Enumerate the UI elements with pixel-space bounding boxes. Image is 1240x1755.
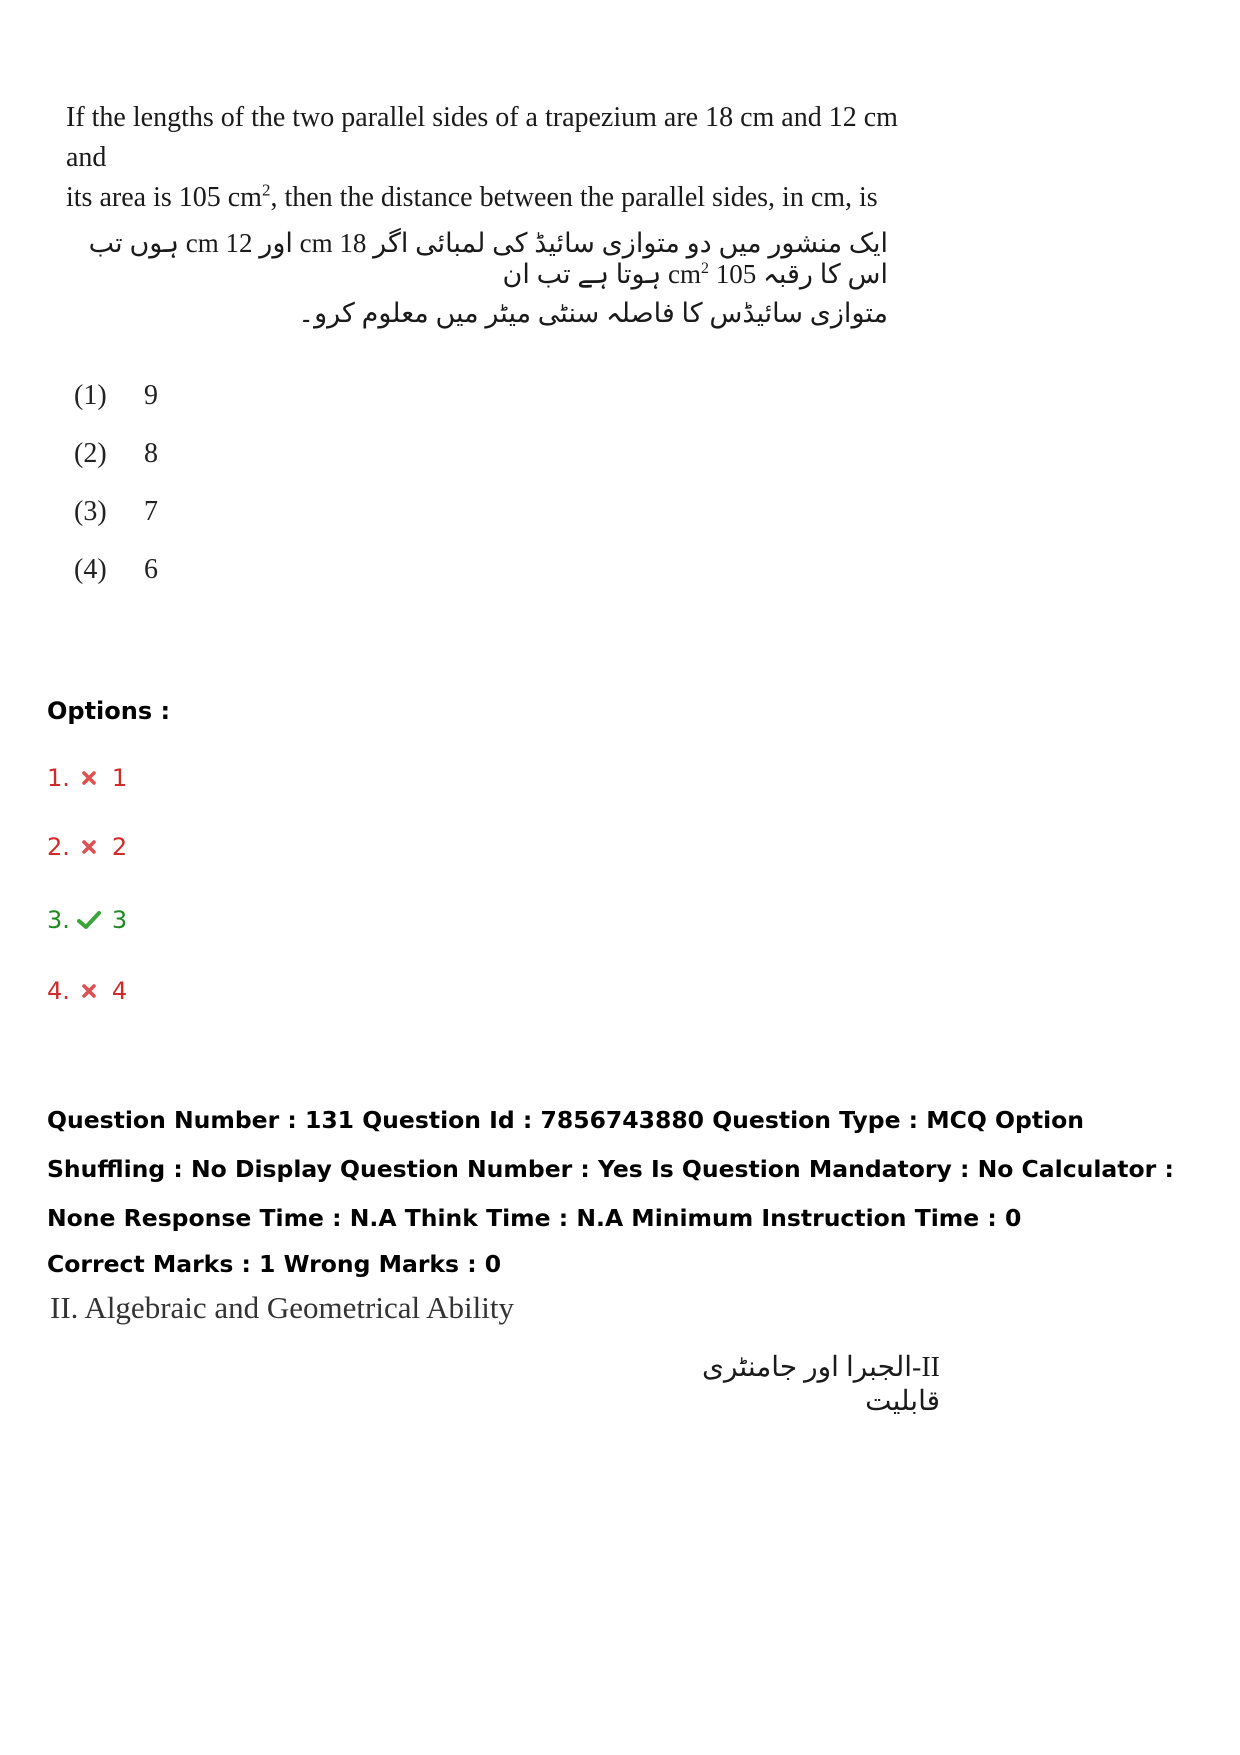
option-4 (47, 977, 127, 1005)
check-icon (76, 910, 102, 930)
question-english-line2-pre: its area is 105 cm (66, 182, 262, 213)
option-number: 2. (47, 833, 70, 861)
image-option-value: 6 (144, 554, 158, 585)
image-option-number: (4) (74, 554, 107, 585)
image-option-number: (1) (74, 380, 107, 411)
option-value: 1 (111, 764, 128, 792)
question-urdu-line2: متوازی سائیڈس کا فاصلہ سنٹی میٹر میں معلوم کرو۔ (298, 298, 888, 328)
marks-info: Correct Marks : 1 Wrong Marks : 0 (47, 1250, 502, 1278)
option-number: 1. (47, 764, 70, 792)
cross-icon (76, 770, 102, 786)
cross-icon (76, 983, 102, 999)
question-english (66, 98, 906, 218)
option-number: 4. (47, 977, 70, 1005)
superscript-2: 2 (261, 180, 271, 200)
cross-icon (76, 839, 102, 855)
question-english-line2 (66, 178, 906, 218)
image-option-value: 7 (144, 496, 158, 527)
question-urdu-line1-a: ایک منشور میں دو متوازی سائیڈ کی لمبائی اگر 18 cm اور 12 cm ہوں تب اس کا رقبہ 105 cm (88, 228, 888, 289)
option-value: 3 (111, 906, 128, 934)
question-english-line2-post: , then the distance between the parallel sides, in cm, is (270, 182, 878, 213)
question-urdu-line1 (66, 228, 888, 290)
option-1 (47, 764, 127, 792)
section-title-english: II. Algebraic and Geometrical Ability (50, 1290, 514, 1325)
image-option-number: (3) (74, 496, 107, 527)
question-english-line1: If the lengths of the two parallel sides of a trapezium are 18 cm and 12 cm and (66, 102, 898, 173)
image-option-value: 8 (144, 438, 158, 469)
urdu-superscript-2: 2 (701, 260, 710, 277)
option-2 (47, 833, 127, 861)
image-option-2 (74, 438, 158, 470)
image-option-number: (2) (74, 438, 107, 469)
image-option-value: 9 (144, 380, 158, 411)
image-option-4 (74, 554, 158, 586)
question-metadata: Question Number : 131 Question Id : 7856743880 Question Type : MCQ Option Shuffling : No Display Question Number : Yes Is Question Mandatory : No Calculator : None Response Time : N.A Think Time : N.A Minimum Instruction Time : 0 (47, 1106, 1174, 1232)
question-urdu-line1-b: ہوتا ہے تب ان (502, 259, 669, 289)
options-heading: Options : (47, 697, 171, 725)
option-value: 2 (111, 833, 128, 861)
option-value: 4 (111, 977, 128, 1005)
image-option-1 (74, 380, 158, 412)
option-number: 3. (47, 906, 70, 934)
section-title-urdu: II-الجبرا اور جامنٹری قابلیت (702, 1352, 940, 1417)
image-option-3 (74, 496, 158, 528)
option-3 (47, 906, 127, 934)
